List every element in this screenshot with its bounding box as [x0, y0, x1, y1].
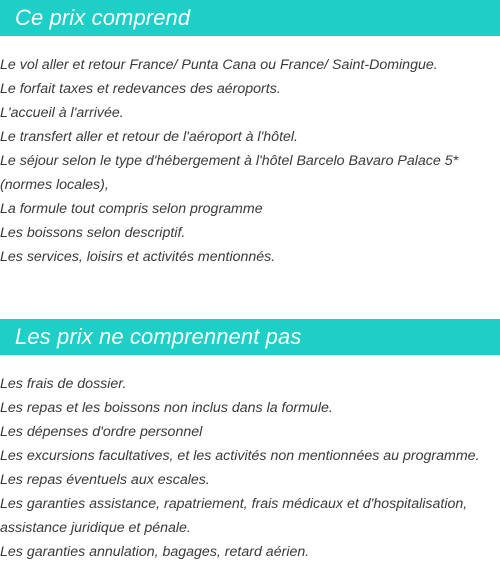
- list-item: Les garanties annulation, bagages, retard aérien.: [0, 544, 310, 560]
- list-item: Les repas et les boissons non inclus dans la formule.: [0, 400, 333, 416]
- list-item: Les repas éventuels aux escales.: [0, 472, 210, 488]
- list-item: La formule tout compris selon programme: [0, 201, 263, 217]
- list-item: Les dépenses d'ordre personnel: [0, 424, 203, 440]
- list-item: Les boissons selon descriptif.: [0, 225, 186, 241]
- list-item: (normes locales),: [0, 177, 109, 193]
- list-item: Les services, loisirs et activités mentionnés.: [0, 249, 276, 265]
- list-item: Les garanties assistance, rapatriement, frais médicaux et d'hospitalisation,: [0, 496, 468, 512]
- list-item: L'accueil à l'arrivée.: [0, 105, 124, 121]
- list-item: assistance juridique et pénale.: [0, 520, 191, 536]
- list-item: Le vol aller et retour France/ Punta Cana ou France/ Saint-Domingue.: [0, 57, 438, 73]
- list-item: Le forfait taxes et redevances des aéroports.: [0, 81, 281, 97]
- list-item: Les frais de dossier.: [0, 376, 127, 392]
- included-items-list: [0, 53, 500, 269]
- list-item: Les excursions facultatives, et les activités non mentionnées au programme.: [0, 448, 480, 464]
- excluded-items-list: [0, 372, 500, 564]
- excluded-section-title: Les prix ne comprennent pas: [0, 319, 500, 355]
- included-section-title: Ce prix comprend: [0, 0, 500, 36]
- list-item: Le séjour selon le type d'hébergement à l'hôtel Barcelo Bavaro Palace 5*: [0, 153, 459, 169]
- list-item: Le transfert aller et retour de l'aéroport à l'hôtel.: [0, 129, 298, 145]
